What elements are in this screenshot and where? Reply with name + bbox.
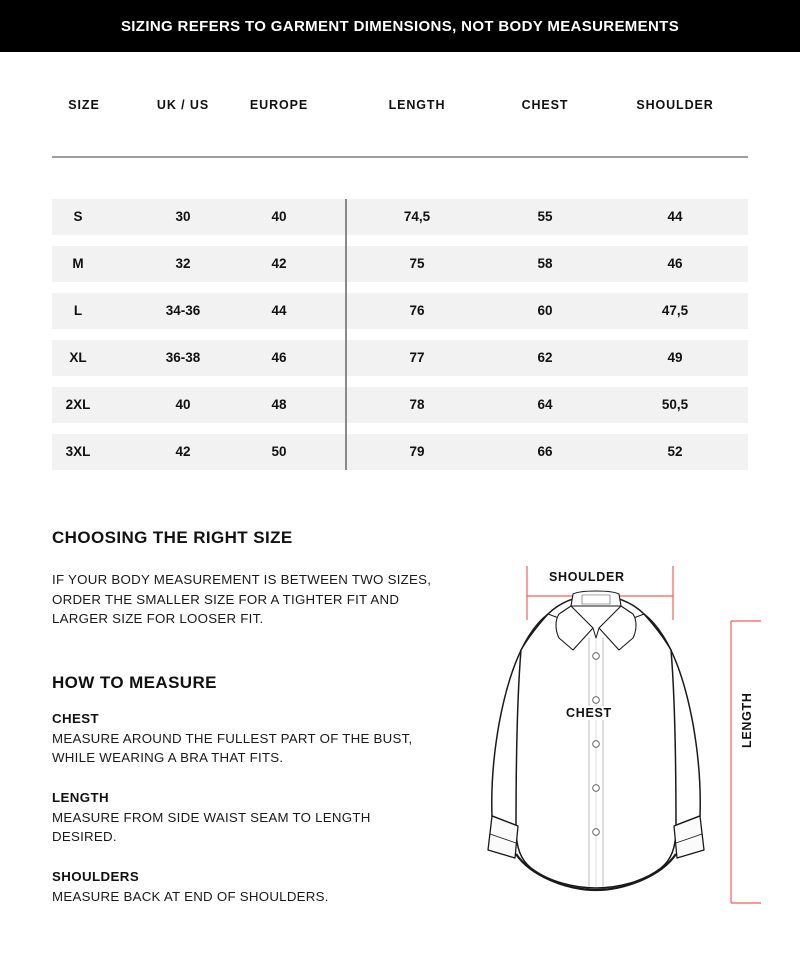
- brand-label: [582, 595, 610, 604]
- column-header-uk-us: UK / US: [156, 98, 210, 112]
- cell-uk-us: 36-38: [165, 350, 201, 365]
- cell-uk-us: 34-36: [165, 303, 201, 318]
- table-header-row: [52, 88, 748, 148]
- shirt-outline: [492, 591, 700, 888]
- cell-uk-us: 42: [175, 444, 191, 459]
- measure-shoulders-line-1: MEASURE BACK AT END OF SHOULDERS.: [52, 888, 329, 904]
- button: [593, 785, 600, 792]
- cell-shoulder: 52: [667, 444, 683, 459]
- choosing-body: [52, 570, 472, 629]
- measure-chest-line-2: WHILE WEARING A BRA THAT FITS.: [52, 750, 284, 765]
- measure-length-line-1: MEASURE FROM SIDE WAIST SEAM TO LENGTH: [52, 809, 371, 825]
- measure-block-length: [52, 790, 472, 847]
- choosing-body-line-1: IF YOUR BODY MEASUREMENT IS BETWEEN TWO SIZES,: [52, 572, 432, 587]
- cell-size: M: [72, 256, 84, 271]
- column-header-size: SIZE: [68, 98, 100, 112]
- cell-length: 79: [409, 444, 425, 459]
- header-banner: [0, 0, 800, 52]
- measure-title-chest: CHEST: [52, 710, 100, 726]
- cell-shoulder: 46: [667, 256, 683, 271]
- diagram-label-chest: CHEST: [559, 706, 619, 720]
- diagram-label-shoulder: SHOULDER: [543, 570, 631, 584]
- table-row: [52, 434, 748, 470]
- cell-europe: 44: [271, 303, 287, 318]
- cell-length: 77: [409, 350, 425, 365]
- column-header-europe: EUROPE: [249, 98, 309, 112]
- table-body: [52, 199, 748, 470]
- cell-europe: 40: [271, 209, 287, 224]
- shirt-measurement-diagram: [485, 558, 785, 930]
- cell-uk-us: 40: [175, 397, 191, 412]
- choosing-body-line-2: ORDER THE SMALLER SIZE FOR A TIGHTER FIT AND: [52, 591, 400, 607]
- table-row: [52, 340, 748, 376]
- cell-length: 74,5: [403, 209, 431, 224]
- cell-chest: 60: [537, 303, 553, 318]
- cell-europe: 48: [271, 397, 287, 412]
- choosing-body-line-3: LARGER SIZE FOR LOOSER FIT.: [52, 611, 264, 626]
- cell-uk-us: 30: [175, 209, 191, 224]
- table-row: [52, 246, 748, 282]
- measure-body-length: [52, 808, 472, 847]
- cell-uk-us: 32: [175, 256, 191, 271]
- button: [593, 653, 600, 660]
- cell-size: 2XL: [65, 397, 91, 412]
- measure-block-shoulders: [52, 869, 472, 907]
- cell-length: 76: [409, 303, 425, 318]
- cell-length: 78: [409, 397, 425, 412]
- size-table: [52, 88, 748, 459]
- cell-size: L: [73, 303, 83, 318]
- table-row: [52, 387, 748, 423]
- cell-shoulder: 44: [667, 209, 683, 224]
- cell-size: 3XL: [65, 444, 91, 459]
- cell-size: XL: [69, 350, 87, 365]
- button: [593, 741, 600, 748]
- column-header-chest: CHEST: [521, 98, 569, 112]
- button: [593, 697, 600, 704]
- banner-title: SIZING REFERS TO GARMENT DIMENSIONS, NOT BODY MEASUREMENTS: [120, 17, 680, 35]
- diagram-label-length: LENGTH: [740, 686, 754, 754]
- cell-chest: 66: [537, 444, 553, 459]
- cell-shoulder: 47,5: [661, 303, 689, 318]
- choosing-heading: CHOOSING THE RIGHT SIZE: [52, 528, 293, 547]
- cell-size: S: [73, 209, 83, 224]
- cell-europe: 46: [271, 350, 287, 365]
- header-rule: [52, 156, 748, 158]
- cell-shoulder: 50,5: [661, 397, 689, 412]
- cell-shoulder: 49: [667, 350, 683, 365]
- cell-europe: 50: [271, 444, 287, 459]
- cell-chest: 58: [537, 256, 553, 271]
- table-row: [52, 293, 748, 329]
- size-guidance-section: [52, 528, 472, 906]
- table-vertical-divider: [345, 199, 347, 470]
- measure-chest-line-1: MEASURE AROUND THE FULLEST PART OF THE BUST,: [52, 730, 413, 746]
- cell-europe: 42: [271, 256, 287, 271]
- measure-body-chest: [52, 729, 472, 768]
- column-header-length: LENGTH: [388, 98, 446, 112]
- measure-title-length: LENGTH: [52, 789, 110, 805]
- measure-body-shoulders: [52, 887, 472, 907]
- column-header-shoulder: SHOULDER: [636, 98, 714, 112]
- measure-title-shoulders: SHOULDERS: [52, 868, 140, 884]
- cell-chest: 55: [537, 209, 553, 224]
- table-row: [52, 199, 748, 235]
- how-to-measure-heading: HOW TO MEASURE: [52, 672, 217, 692]
- measure-length-line-2: DESIRED.: [52, 829, 117, 844]
- cell-chest: 62: [537, 350, 553, 365]
- measure-block-chest: [52, 711, 472, 768]
- cell-chest: 64: [537, 397, 553, 412]
- cell-length: 75: [409, 256, 425, 271]
- button: [593, 829, 600, 836]
